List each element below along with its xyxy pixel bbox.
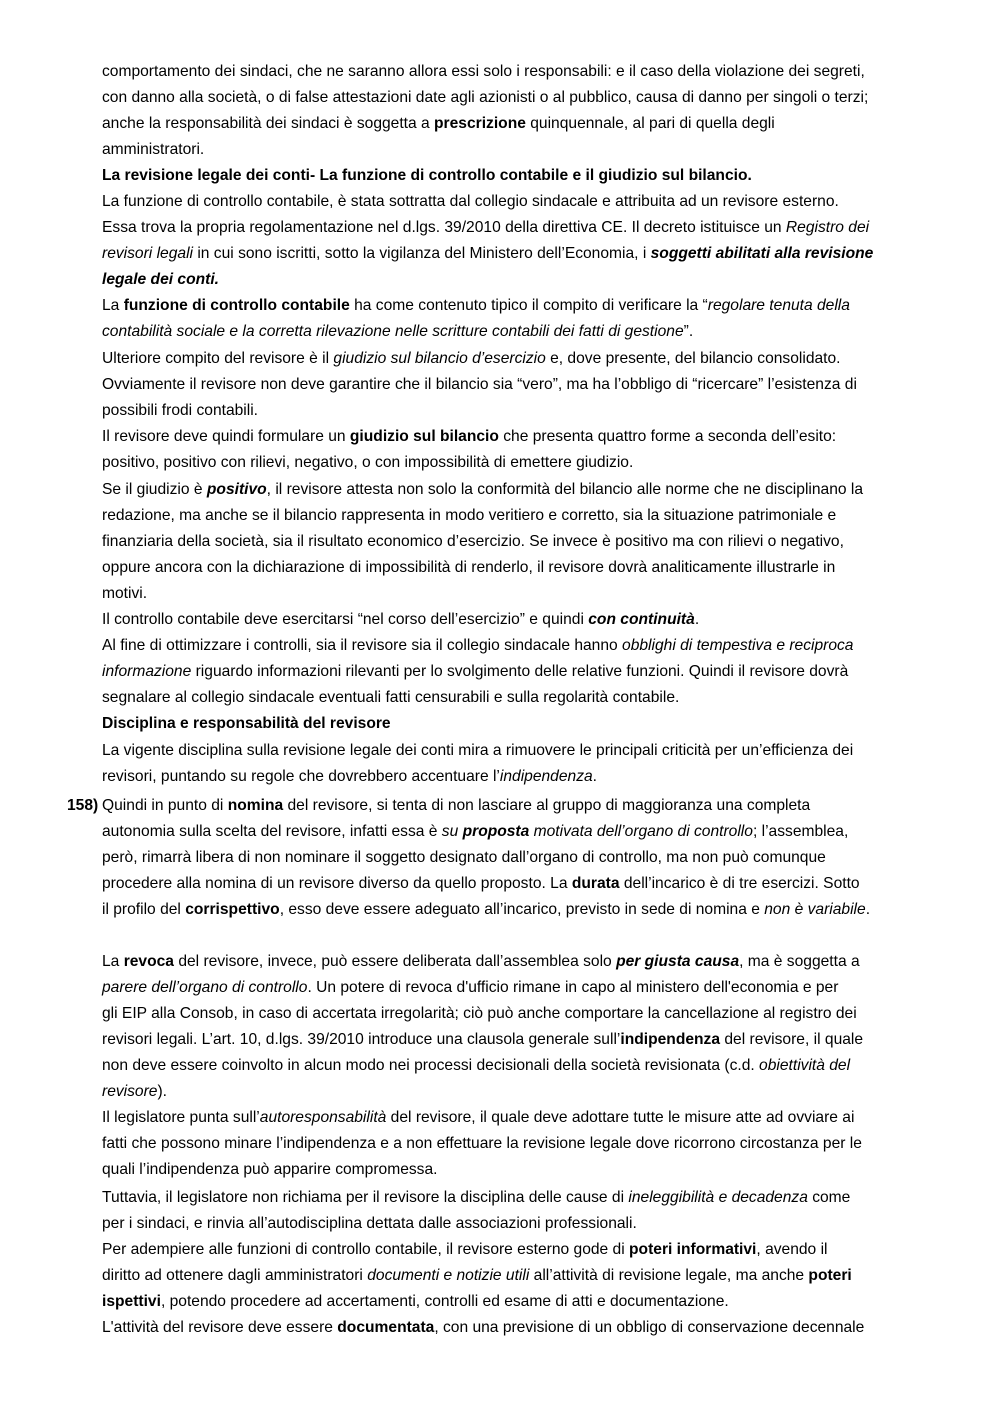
text-run: anche la responsabilità dei sindaci è soggetta a bbox=[102, 115, 435, 132]
text-run: non è variabile bbox=[764, 901, 866, 918]
text-run: , il revisore attesta non solo la conformità del bilancio alle norme che ne disciplinano la bbox=[266, 481, 864, 498]
text-run: finanziaria della società, sia il risultato economico d’esercizio. Se invece è positivo ma con rilievi o negativo, bbox=[102, 533, 844, 550]
text-run: , ma è soggetta a bbox=[739, 953, 860, 970]
text-line bbox=[102, 372, 857, 398]
text-line bbox=[102, 1315, 864, 1341]
text-line bbox=[102, 845, 826, 871]
text-run: Disciplina e responsabilità del revisore bbox=[102, 715, 391, 732]
text-line bbox=[102, 85, 868, 111]
text-run: poteri informativi bbox=[629, 1241, 757, 1258]
text-run: Registro dei bbox=[785, 219, 870, 236]
text-line bbox=[102, 1079, 167, 1105]
text-run: parere dell’organo di controllo bbox=[102, 979, 308, 996]
text-run: Ulteriore compito del revisore è il bbox=[102, 350, 334, 367]
text-run: e, dove presente, del bilancio consolidato. bbox=[545, 350, 841, 367]
text-run: indipendenza bbox=[620, 1031, 721, 1048]
text-run: Il controllo contabile deve esercitarsi “nel corso dell’esercizio” e quindi bbox=[102, 611, 589, 628]
text-run: , con una previsione di un obbligo di conservazione decennale bbox=[434, 1319, 865, 1336]
text-run: motivata dell’organo di controllo bbox=[529, 823, 753, 840]
text-run: Quindi in punto di bbox=[102, 797, 228, 814]
text-line bbox=[102, 949, 860, 975]
text-line bbox=[102, 871, 860, 897]
text-run: autoresponsabilità bbox=[259, 1109, 387, 1126]
text-run: quinquennale, al pari di quella degli bbox=[525, 115, 775, 132]
text-line bbox=[102, 1263, 852, 1289]
text-run: positivo bbox=[206, 481, 267, 498]
text-run: documenti e notizie utili bbox=[367, 1267, 530, 1284]
text-run: ). bbox=[157, 1083, 167, 1100]
text-line bbox=[102, 503, 836, 529]
text-run: Il legislatore punta sull’ bbox=[102, 1109, 260, 1126]
text-run: autonomia sulla scelta del revisore, infatti essa è bbox=[102, 823, 442, 840]
text-run: procedere alla nomina di un revisore diverso da quello proposto. La bbox=[102, 875, 572, 892]
text-line bbox=[102, 819, 848, 845]
text-line bbox=[102, 293, 850, 319]
text-run: giudizio sul bilancio d’esercizio bbox=[333, 350, 546, 367]
text-line bbox=[102, 189, 839, 215]
text-run: del revisore, il quale deve adottare tutte le misure atte ad ovviare ai bbox=[386, 1109, 855, 1126]
text-line bbox=[102, 607, 699, 633]
text-run: segnalare al collegio sindacale eventuali fatti censurabili e sulla regolarità contabile. bbox=[102, 689, 680, 706]
text-line bbox=[102, 477, 863, 503]
text-run: per i sindaci, e rinvia all’autodisciplina dettata dalle associazioni professionali. bbox=[102, 1215, 637, 1232]
text-run: prescrizione bbox=[434, 115, 526, 132]
text-run: poteri bbox=[808, 1267, 852, 1284]
text-run: del revisore, invece, può essere deliberata dall’assemblea solo bbox=[173, 953, 617, 970]
text-run: ”. bbox=[683, 323, 694, 340]
text-run: quali l’indipendenza può apparire compromessa. bbox=[102, 1161, 438, 1178]
text-line bbox=[102, 424, 836, 450]
text-line bbox=[102, 215, 869, 241]
text-run: , esso deve essere adeguato all’incarico, previsto in sede di nomina e bbox=[279, 901, 765, 918]
text-run: revisori, puntando su regole che dovrebbero accentuare l’ bbox=[102, 768, 500, 785]
text-run: per giusta causa bbox=[616, 953, 740, 970]
text-run: La revisione legale dei conti- La funzione di controllo contabile e il giudizio sul bilancio. bbox=[102, 167, 752, 184]
text-line bbox=[102, 163, 752, 189]
text-run: revisori legali bbox=[102, 245, 193, 262]
text-line bbox=[102, 581, 147, 607]
text-run: il profilo del bbox=[102, 901, 186, 918]
text-run: obblighi di tempestiva e reciproca bbox=[622, 637, 854, 654]
text-run: . bbox=[592, 768, 598, 785]
text-line bbox=[102, 1027, 863, 1053]
text-run: ispettivi bbox=[102, 1293, 161, 1310]
text-run: . bbox=[694, 611, 700, 628]
text-run: del revisore, si tenta di non lasciare al gruppo di maggioranza una completa bbox=[283, 797, 811, 814]
text-run: Se il giudizio è bbox=[102, 481, 207, 498]
text-run: ; l’assemblea, bbox=[752, 823, 849, 840]
text-line bbox=[102, 975, 838, 1001]
text-line bbox=[102, 137, 204, 163]
text-run: indipendenza bbox=[499, 768, 593, 785]
text-run: in cui sono iscritti, sotto la vigilanza del Ministero dell’Economia, i bbox=[193, 245, 651, 262]
text-line bbox=[102, 555, 835, 581]
text-line bbox=[102, 346, 841, 372]
text-run: L'attività del revisore deve essere bbox=[102, 1319, 338, 1336]
text-run: però, rimarrà libera di non nominare il soggetto designato dall’organo di controllo, ma non può comunque bbox=[102, 849, 826, 866]
text-run: regolare tenuta della bbox=[707, 297, 850, 314]
text-run: documentata bbox=[337, 1319, 435, 1336]
text-run: , avendo il bbox=[756, 1241, 828, 1258]
text-run: con danno alla società, o di false attestazioni date agli azionisti o al pubblico, causa di danno per singoli o terzi; bbox=[102, 89, 869, 106]
text-run: comportamento dei sindaci, che ne saranno allora essi solo i responsabili: e il caso della violazione dei segreti, bbox=[102, 63, 865, 80]
text-run: riguardo informazioni rilevanti per lo svolgimento delle relative funzioni. Quindi il revisore dovrà bbox=[191, 663, 849, 680]
text-line bbox=[102, 793, 810, 819]
text-run: che presenta quattro forme a seconda dell’esito: bbox=[498, 428, 837, 445]
text-run: motivi. bbox=[102, 585, 148, 602]
text-line bbox=[102, 1211, 637, 1237]
text-run: contabilità sociale e la corretta rilevazione nelle scritture contabili dei fatti di gestione bbox=[102, 323, 684, 340]
text-run: proposta bbox=[462, 823, 530, 840]
text-run: legale dei conti. bbox=[102, 271, 219, 288]
text-line bbox=[102, 738, 853, 764]
text-line bbox=[102, 267, 219, 293]
text-run: dell’incarico è di tre esercizi. Sotto bbox=[619, 875, 860, 892]
text-line bbox=[102, 659, 848, 685]
text-run: . Un potere di revoca d'ufficio rimane in capo al ministero dell'economia e per bbox=[307, 979, 839, 996]
text-run: gli EIP alla Consob, in caso di accertata irregolarità; ciò può anche comportare la cancellazione al registro dei bbox=[102, 1005, 857, 1022]
text-line bbox=[102, 398, 258, 424]
text-run: ineleggibilità e decadenza bbox=[628, 1189, 808, 1206]
text-line bbox=[102, 59, 865, 85]
text-run: possibili frodi contabili. bbox=[102, 402, 259, 419]
text-line bbox=[102, 1053, 850, 1079]
text-line bbox=[102, 1237, 828, 1263]
text-line bbox=[102, 1157, 437, 1183]
text-line bbox=[102, 1001, 857, 1027]
text-run: Essa trova la propria regolamentazione nel d.lgs. 39/2010 della direttiva CE. Il decreto istituisce un bbox=[102, 219, 786, 236]
text-run: revoca bbox=[123, 953, 174, 970]
text-line bbox=[102, 529, 844, 555]
text-run: durata bbox=[571, 875, 620, 892]
text-line bbox=[102, 1105, 854, 1131]
text-run: soggetti abilitati alla revisione bbox=[650, 245, 874, 262]
text-run: positivo, positivo con rilievi, negativo, o con impossibilità di emettere giudizio. bbox=[102, 454, 634, 471]
text-line bbox=[102, 1131, 862, 1157]
text-run: informazione bbox=[102, 663, 192, 680]
text-line bbox=[102, 685, 679, 711]
text-line bbox=[102, 450, 633, 476]
text-run: Al fine di ottimizzare i controlli, sia il revisore sia il collegio sindacale hanno bbox=[102, 637, 623, 654]
text-run: redazione, ma anche se il bilancio rappresenta in modo veritiero e corretto, sia la situazione patrimoniale e bbox=[102, 507, 837, 524]
text-run: obiettività del bbox=[759, 1057, 851, 1074]
text-line bbox=[102, 897, 870, 923]
text-run: revisore bbox=[102, 1083, 158, 1100]
text-run: La bbox=[102, 953, 124, 970]
paragraph-number: 158) bbox=[67, 797, 99, 814]
text-line bbox=[102, 633, 853, 659]
text-run: Per adempiere alle funzioni di controllo contabile, il revisore esterno gode di bbox=[102, 1241, 630, 1258]
text-run: del revisore, il quale bbox=[720, 1031, 864, 1048]
text-run: Tuttavia, il legislatore non richiama per il revisore la disciplina delle cause di bbox=[102, 1189, 629, 1206]
text-line bbox=[102, 241, 873, 267]
text-line bbox=[102, 111, 775, 137]
text-line bbox=[102, 711, 391, 737]
text-run: su bbox=[441, 823, 463, 840]
text-run: La funzione di controllo contabile, è stata sottratta dal collegio sindacale e attribuita ad un revisore esterno. bbox=[102, 193, 839, 210]
text-run: oppure ancora con la dichiarazione di impossibilità di renderlo, il revisore dovrà analiticamente illustrarle in bbox=[102, 559, 836, 576]
text-line bbox=[102, 1185, 850, 1211]
text-line bbox=[102, 319, 693, 345]
text-run: come bbox=[807, 1189, 851, 1206]
text-run: , potendo procedere ad accertamenti, controlli ed esame di atti e documentazione. bbox=[160, 1293, 729, 1310]
text-run: all’attività di revisione legale, ma anche bbox=[529, 1267, 809, 1284]
text-run: funzione di controllo contabile bbox=[123, 297, 350, 314]
text-run: amministratori. bbox=[102, 141, 205, 158]
text-run: revisori legali. L’art. 10, d.lgs. 39/2010 introduce una clausola generale sull’ bbox=[102, 1031, 621, 1048]
text-run: nomina bbox=[227, 797, 284, 814]
text-run: con continuità bbox=[588, 611, 695, 628]
text-line bbox=[102, 1289, 729, 1315]
text-run: fatti che possono minare l’indipendenza e a non effettuare la revisione legale dove ricorrono circostanza per le bbox=[102, 1135, 862, 1152]
text-run: corrispettivo bbox=[185, 901, 280, 918]
text-run: diritto ad ottenere dagli amministratori bbox=[102, 1267, 368, 1284]
text-run: La vigente disciplina sulla revisione legale dei conti mira a rimuovere le principali criticità per un’efficienza dei bbox=[102, 742, 854, 759]
text-line bbox=[102, 764, 597, 790]
text-run: giudizio sul bilancio bbox=[349, 428, 499, 445]
text-run: non deve essere coinvolto in alcun modo nei processi decisionali della società revisionata (c.d. bbox=[102, 1057, 760, 1074]
text-run: Ovviamente il revisore non deve garantire che il bilancio sia “vero”, ma ha l’obbligo di “ricercare” l’esistenza di bbox=[102, 376, 857, 393]
text-run: . bbox=[865, 901, 871, 918]
text-run: ha come contenuto tipico il compito di verificare la “ bbox=[349, 297, 708, 314]
text-run: La bbox=[102, 297, 124, 314]
text-run: Il revisore deve quindi formulare un bbox=[102, 428, 350, 445]
